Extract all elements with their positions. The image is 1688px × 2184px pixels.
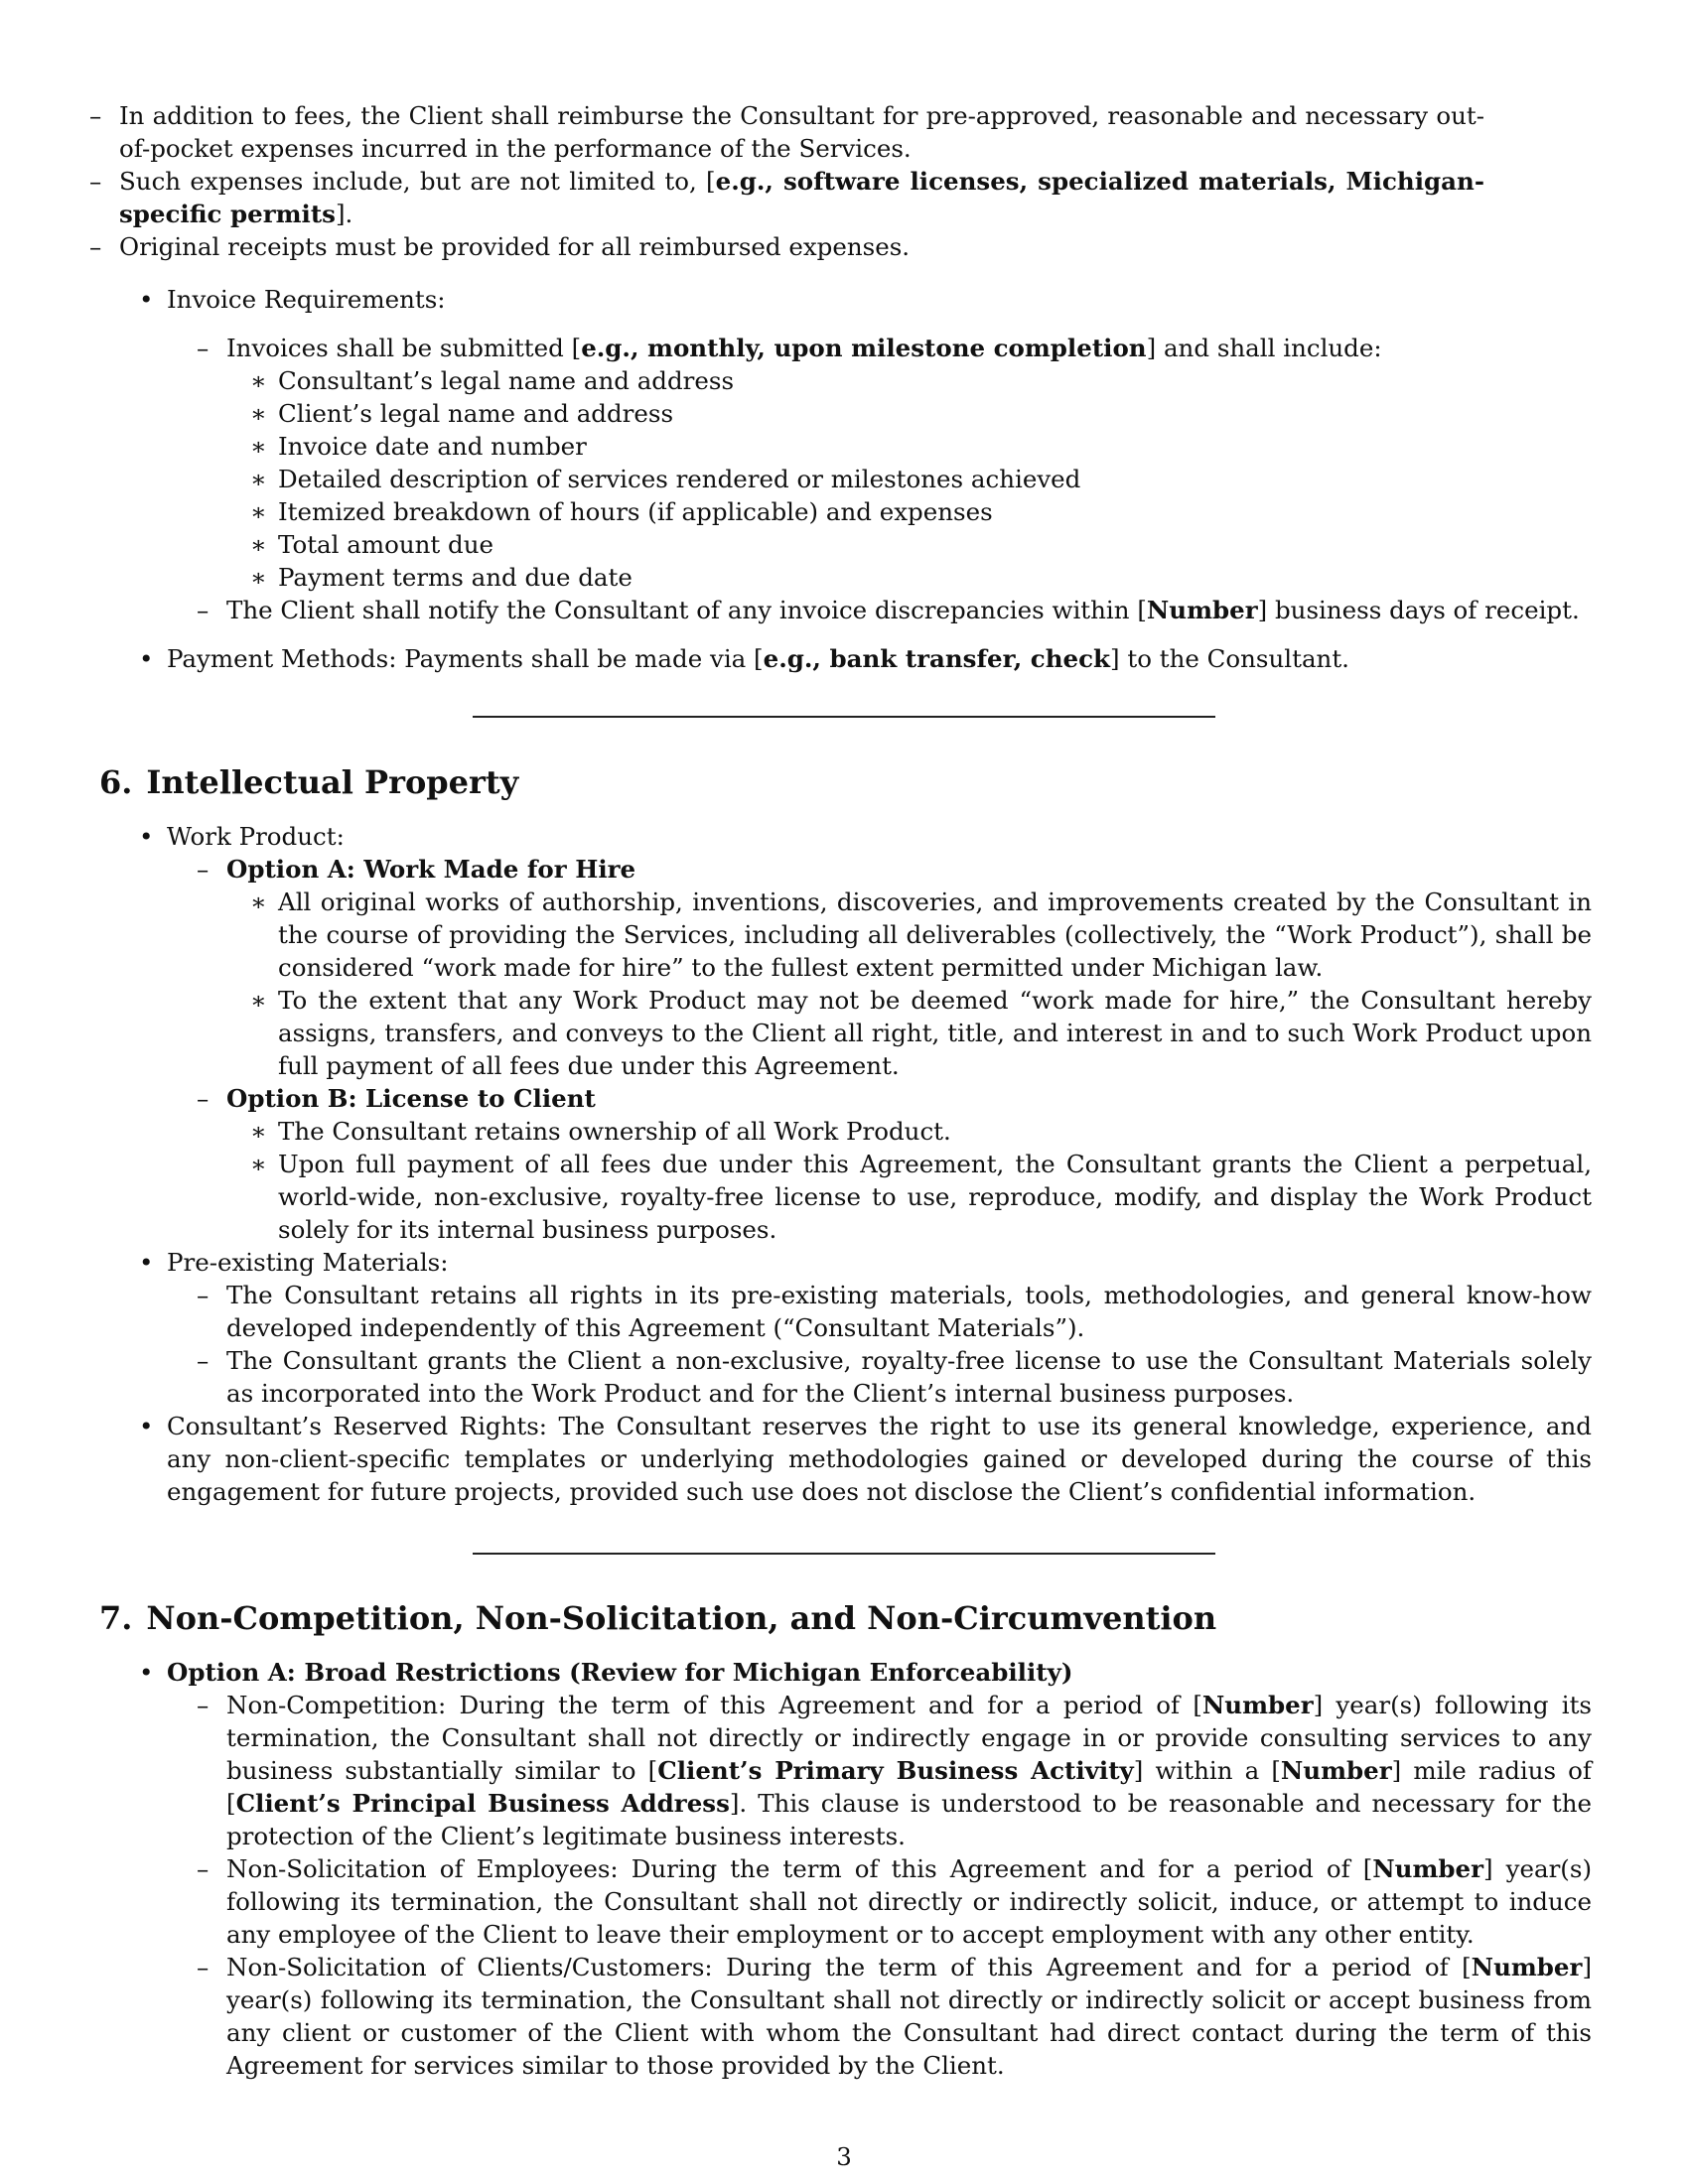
list-item: – The Consultant grants the Client a non-exclusive, royalty-free license to use the Consultant Materials solely as incorporated into the Work Product and for the Client’s internal business purposes. — [226, 1344, 1592, 1410]
invoice-item: ∗ Detailed description of services rendered or milestones achieved — [278, 463, 1592, 495]
option-a-broad-title: Option A: Broad Restrictions (Review for Michigan Enforceability) — [167, 1658, 1073, 1687]
non-solicitation-clients-clause: – Non-Solicitation of Clients/Customers: During the term of this Agreement and for a period of [Number] year(s) following its termination, the Consultant shall not directly or indirectly solicit or accept business from any client or customer of the Client with whom the Consultant had direct contact during the term of this Agreement for services similar to those provided by the Client. — [226, 1951, 1592, 2082]
invoice-requirements-item — [167, 283, 1592, 626]
non-solicitation-employees-clause: – Non-Solicitation of Employees: During the term of this Agreement and for a period of [Number] year(s) following its termination, the Consultant shall not directly or indirectly solicit, induce, or attempt to induce any employee of the Client to leave their employment or to accept employment with any other entity. — [226, 1852, 1592, 1951]
expense-examples: – Such expenses include, but are not limited to, [e.g., software licenses, specialized materials, Michigan-specific permits]. — [119, 165, 1484, 230]
invoice-item: ∗ Client’s legal name and address — [278, 397, 1592, 430]
preexisting-label: Pre-existing Materials: — [167, 1248, 449, 1277]
option-b-item — [226, 1082, 1592, 1246]
invoice-item: ∗ Invoice date and number — [278, 430, 1592, 463]
section-divider — [473, 716, 1215, 718]
non-competition-clause: – Non-Competition: During the term of this Agreement and for a period of [Number] year(s) following its termination, the Consultant shall not directly or indirectly engage in or provide consulting services to any business substantially similar to [Client’s Primary Business Activity] within a [Number] mile radius of [Client’s Principal Business Address]. This clause is understood to be reasonable and necessary for the protection of the Client’s legitimate business interests. — [226, 1689, 1592, 1852]
invoice-intro: – Invoices shall be submitted [e.g., monthly, upon milestone completion] and shall include: ∗ Consultant’s legal name and address ∗ Client’s legal name and address ∗ Invoice date and number ∗ Detailed description of services rendered or milestones achieved ∗ Itemized breakdown of hours (if applicable) and expenses ∗ Total amount due ∗ Payment terms and due date — [226, 332, 1592, 594]
section-6-body — [0, 820, 1688, 1508]
option-a-title: Option A: Work Made for Hire — [226, 855, 636, 884]
preexisting-materials-item — [167, 1246, 1592, 1410]
invoice-requirements — [0, 283, 1688, 675]
invoice-item: ∗ Total amount due — [278, 528, 1592, 561]
invoice-item: ∗ Payment terms and due date — [278, 561, 1592, 594]
reserved-rights-item: • Consultant’s Reserved Rights: The Consultant reserves the right to use its general knowledge, experience, and any non-client-specific templates or underlying methodologies gained or developed during the course of this engagement for future projects, provided such use does not disclose the Client’s confidential information. — [167, 1410, 1592, 1508]
work-product-label: Work Product: — [167, 822, 345, 851]
list-item: ∗ To the extent that any Work Product may not be deemed “work made for hire,” the Consultant hereby assigns, transfers, and conveys to the Client all right, title, and interest in and to such Work Product upon full payment of all fees due under this Agreement. — [278, 984, 1592, 1082]
section-heading: 7. Non-Competition, Non-Solicitation, and Non-Circumvention — [99, 1599, 1217, 1637]
payment-methods: • Payment Methods: Payments shall be made via [e.g., bank transfer, check] to the Consultant. — [167, 642, 1592, 675]
expense-receipts: – Original receipts must be provided for all reimbursed expenses. — [119, 230, 1484, 263]
work-product-item — [167, 820, 1592, 1246]
section-7-body — [0, 1656, 1688, 2082]
section-heading: 6. Intellectual Property — [99, 763, 519, 801]
option-a-broad-item — [167, 1656, 1592, 2082]
section-divider — [473, 1553, 1215, 1555]
list-item: ∗ All original works of authorship, inventions, discoveries, and improvements created by the Consultant in the course of providing the Services, including all deliverables (collectively, the “Work Product”), shall be considered “work made for hire” to the fullest extent permitted under Michigan law. — [278, 886, 1592, 984]
invoice-item: ∗ Itemized breakdown of hours (if applicable) and expenses — [278, 495, 1592, 528]
option-a-item — [226, 853, 1592, 1082]
invoice-discrepancy: – The Client shall notify the Consultant of any invoice discrepancies within [Number] business days of receipt. — [226, 594, 1592, 626]
option-b-title: Option B: License to Client — [226, 1084, 596, 1113]
list-item: ∗ Upon full payment of all fees due under this Agreement, the Consultant grants the Client a perpetual, world-wide, non-exclusive, royalty-free license to use, reproduce, modify, and display the Work Product solely for its internal business purposes. — [278, 1148, 1592, 1246]
invoice-requirements-label: Invoice Requirements: — [167, 285, 446, 314]
expense-reimbursement: – In addition to fees, the Client shall reimburse the Consultant for pre-approved, reasonable and necessary out-of-pocket expenses incurred in the performance of the Services. — [119, 99, 1484, 165]
invoice-item: ∗ Consultant’s legal name and address — [278, 364, 1592, 397]
expense-list-item — [119, 99, 1592, 263]
list-item: – The Consultant retains all rights in its pre-existing materials, tools, methodologies, and general know-how developed independently of this Agreement (“Consultant Materials”). — [226, 1279, 1592, 1344]
list-item: ∗ The Consultant retains ownership of all Work Product. — [278, 1115, 1592, 1148]
page-number: 3 — [836, 2142, 852, 2171]
payment-terms-continuation — [0, 99, 1688, 263]
